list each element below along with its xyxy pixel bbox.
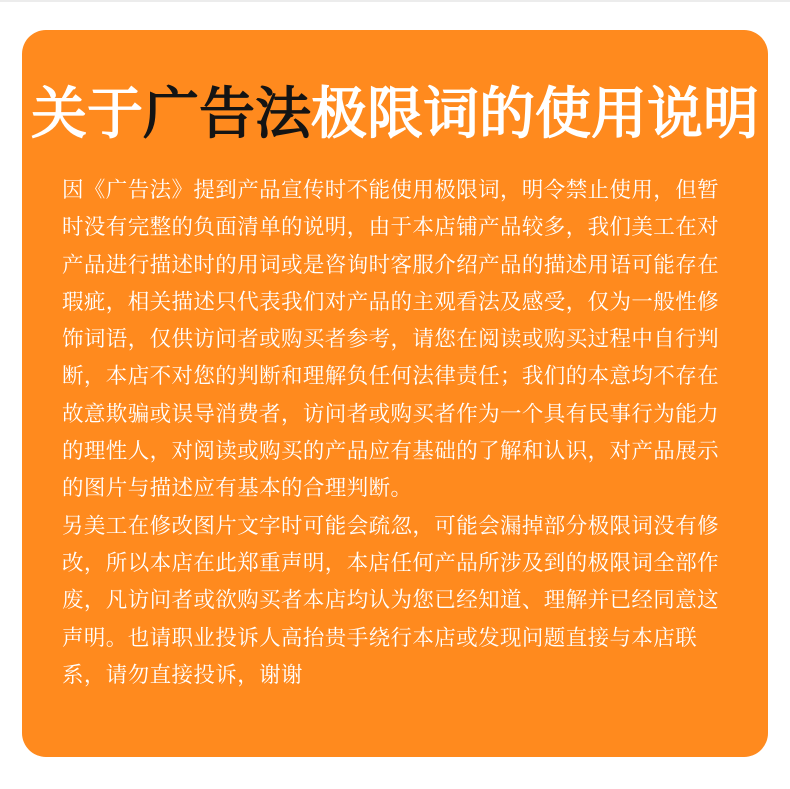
top-divider [0,0,790,2]
title-prefix: 关于 [31,82,143,147]
notice-body [62,172,730,694]
page-title [0,80,790,150]
notice-paragraph-2: 另美工在修改图片文字时可能会疏忽，可能会漏掉部分极限词没有修改，所以本店在此郑重声明，本店任何产品所涉及到的极限词全部作废，凡访问者或欲购买者本店均认为您已经知道、理解并已经同意这声明。也请职业投诉人高抬贵手绕行本店或发现问题直接与本店联系，请勿直接投诉，谢谢 [62,513,720,688]
notice-paragraph-1: 因《广告法》提到产品宣传时不能使用极限词，明令禁止使用，但暂时没有完整的负面清单的说明，由于本店铺产品较多，我们美工在对产品进行描述时的用词或是咨询时客服介绍产品的描述用语可能存在瑕疵，相关描述只代表我们对产品的主观看法及感受，仅为一般性修饰词语，仅供访问者或购买者参考，请您在阅读或购买过程中自行判断，本店不对您的判断和理解负任何法律责任；我们的本意均不存在故意欺骗或误导消费者，访问者或购买者作为一个具有民事行为能力的理性人，对阅读或购买的产品应有基础的了解和认识，对产品展示的图片与描述应有基本的合理判断。 [62,178,720,502]
title-suffix: 极限词的使用说明 [311,82,759,147]
title-highlight: 广告法 [143,82,311,147]
